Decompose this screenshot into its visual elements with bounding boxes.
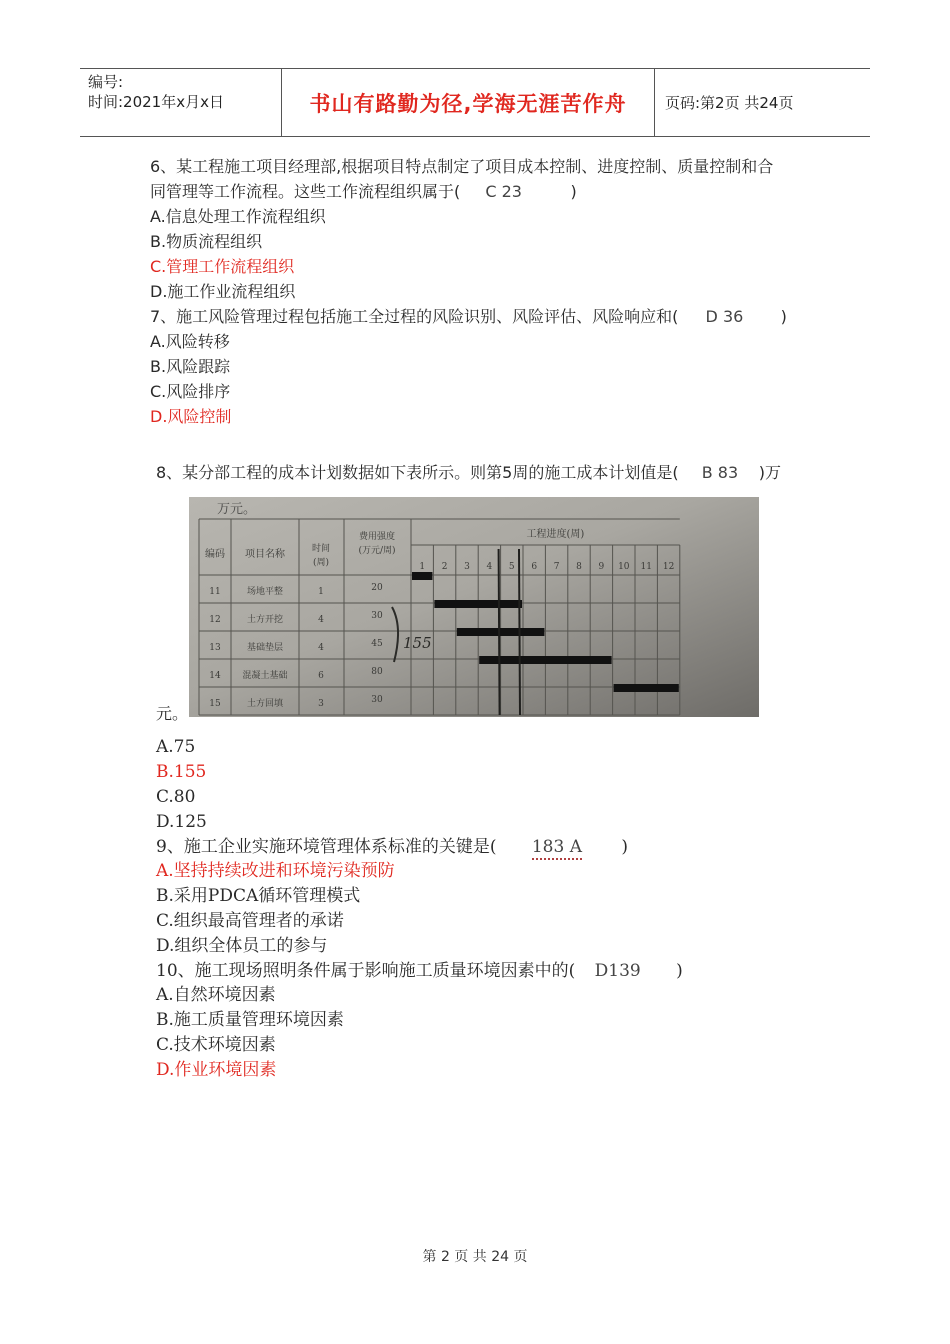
week-label: 3 (464, 562, 470, 572)
row-duration: 1 (318, 587, 324, 597)
q6-stem: 同管理等工作流程。这些工作流程组织属于( (150, 182, 461, 201)
q8-option-d: D.125 (156, 812, 207, 832)
cost-plan-table-photo (189, 497, 759, 717)
q7-answer: D 36 (705, 307, 744, 326)
q6-option-d: D.施工作业流程组织 (150, 282, 296, 301)
page-footer: 第 2 页 共 24 页 (422, 1249, 528, 1265)
header-center-cell (282, 69, 655, 136)
row-name: 土方回填 (246, 699, 284, 709)
number-label: 编号: (88, 73, 124, 91)
q10-answer: D139 (594, 961, 641, 981)
q7-option-c: C.风险排序 (150, 382, 231, 401)
q9-option-a: A.坚持持续改进和环境污染预防 (156, 861, 395, 881)
header-left-cell (80, 69, 282, 136)
q9-stem: 9、施工企业实施环境管理体系标准的关键是( (156, 837, 497, 857)
week-label: 10 (618, 562, 630, 572)
gantt-bar (614, 684, 679, 692)
row-duration: 3 (318, 699, 324, 709)
row-intensity: 30 (371, 695, 383, 705)
row-code: 14 (209, 671, 221, 681)
q8-stem-line (156, 462, 781, 484)
q9-stem-line (156, 836, 628, 860)
q8-close: )万 (758, 463, 782, 482)
row-code: 12 (209, 615, 221, 625)
row-intensity: 45 (371, 639, 383, 649)
week-label: 7 (553, 562, 560, 572)
q9-option-c: C.组织最高管理者的承诺 (156, 911, 344, 931)
q6-option-a: A.信息处理工作流程组织 (150, 207, 326, 226)
q10-option-c: C.技术环境因素 (156, 1035, 276, 1055)
row-intensity: 20 (371, 583, 383, 593)
row-name: 场地平整 (246, 587, 284, 597)
week-label: 4 (486, 562, 493, 572)
q7-close: ) (780, 307, 787, 326)
q10-stem: 10、施工现场照明条件属于影响施工质量环境因素中的( (156, 961, 576, 981)
row-duration: 6 (318, 671, 324, 681)
q10-option-d: D.作业环境因素 (156, 1060, 277, 1080)
q9-option-d: D.组织全体员工的参与 (156, 936, 328, 956)
q9-answer: 183 A (532, 836, 582, 860)
q8-option-a: A.75 (156, 737, 196, 757)
week-label: 12 (662, 562, 675, 572)
q8-option-b: B.155 (156, 762, 207, 782)
q7-option-a: A.风险转移 (150, 332, 230, 351)
q6-option-c: C.管理工作流程组织 (150, 257, 295, 276)
q10-option-a: A.自然环境因素 (156, 985, 276, 1005)
row-duration: 4 (318, 643, 324, 653)
date-label: 时间:2021年x月x日 (88, 93, 224, 111)
week-label: 9 (598, 562, 605, 572)
q10-stem-line (156, 960, 683, 982)
q7-option-d: D.风险控制 (150, 407, 232, 426)
q8-stem: 8、某分部工程的成本计划数据如下表所示。则第5周的施工成本计划值是( (156, 463, 679, 482)
q6-option-b: B.物质流程组织 (150, 232, 263, 251)
q7-option-b: B.风险跟踪 (150, 357, 231, 376)
q6-close: ) (570, 182, 577, 201)
header-duration-unit: (周) (312, 558, 330, 568)
week-label: 6 (531, 562, 538, 572)
q6-stem-line-2 (150, 181, 577, 203)
header-duration: 时间 (311, 544, 331, 554)
row-code: 13 (209, 643, 221, 653)
annotation-155: 155 (403, 634, 432, 652)
page-header (80, 68, 870, 137)
header-intensity: 费用强度 (358, 532, 396, 542)
week5-marker-line (499, 549, 500, 715)
gantt-bar (412, 572, 432, 580)
row-intensity: 30 (371, 611, 383, 621)
q8-stem-tail: 元。 (156, 704, 189, 723)
q6-answer: C 23 (485, 182, 522, 201)
week-label: 5 (508, 562, 515, 572)
row-code: 11 (209, 587, 221, 597)
row-name: 土方开挖 (246, 615, 284, 625)
q10-option-b: B.施工质量管理环境因素 (156, 1010, 344, 1030)
q7-stem-line (150, 306, 787, 328)
q8-answer: B 83 (701, 463, 739, 482)
week-label: 2 (441, 562, 448, 572)
week-label: 1 (419, 562, 426, 572)
week-label: 8 (576, 562, 582, 572)
page-label: 页码:第2页 共24页 (665, 94, 794, 112)
motto: 书山有路勤为径,学海无涯苦作舟 (309, 91, 627, 116)
week5-marker-line (519, 549, 520, 715)
q7-stem: 7、施工风险管理过程包括施工全过程的风险识别、风险评估、风险响应和( (150, 307, 679, 326)
row-duration: 4 (318, 615, 324, 625)
header-code: 编码 (205, 549, 225, 560)
photo-caption: 万元。 (217, 502, 257, 517)
header-progress: 工程进度(周) (526, 529, 585, 540)
q10-close: ) (676, 961, 683, 981)
header-name: 项目名称 (245, 549, 285, 560)
q8-option-c: C.80 (156, 787, 196, 807)
row-name: 混凝土基础 (242, 671, 288, 681)
gantt-bar (434, 600, 522, 608)
row-name: 基础垫层 (246, 643, 284, 653)
q9-option-b: B.采用PDCA循环管理模式 (156, 886, 361, 906)
q6-stem-line-1: 6、某工程施工项目经理部,根据项目特点制定了项目成本控制、进度控制、质量控制和合 (150, 157, 774, 176)
table-photo-svg (189, 497, 759, 717)
gantt-bar (457, 628, 545, 636)
q9-close: ) (621, 837, 629, 857)
row-intensity: 80 (371, 667, 383, 677)
week-label: 11 (640, 562, 652, 572)
header-right-cell (655, 69, 870, 136)
header-intensity-unit: (万元/周) (358, 546, 396, 556)
row-code: 15 (209, 699, 221, 709)
